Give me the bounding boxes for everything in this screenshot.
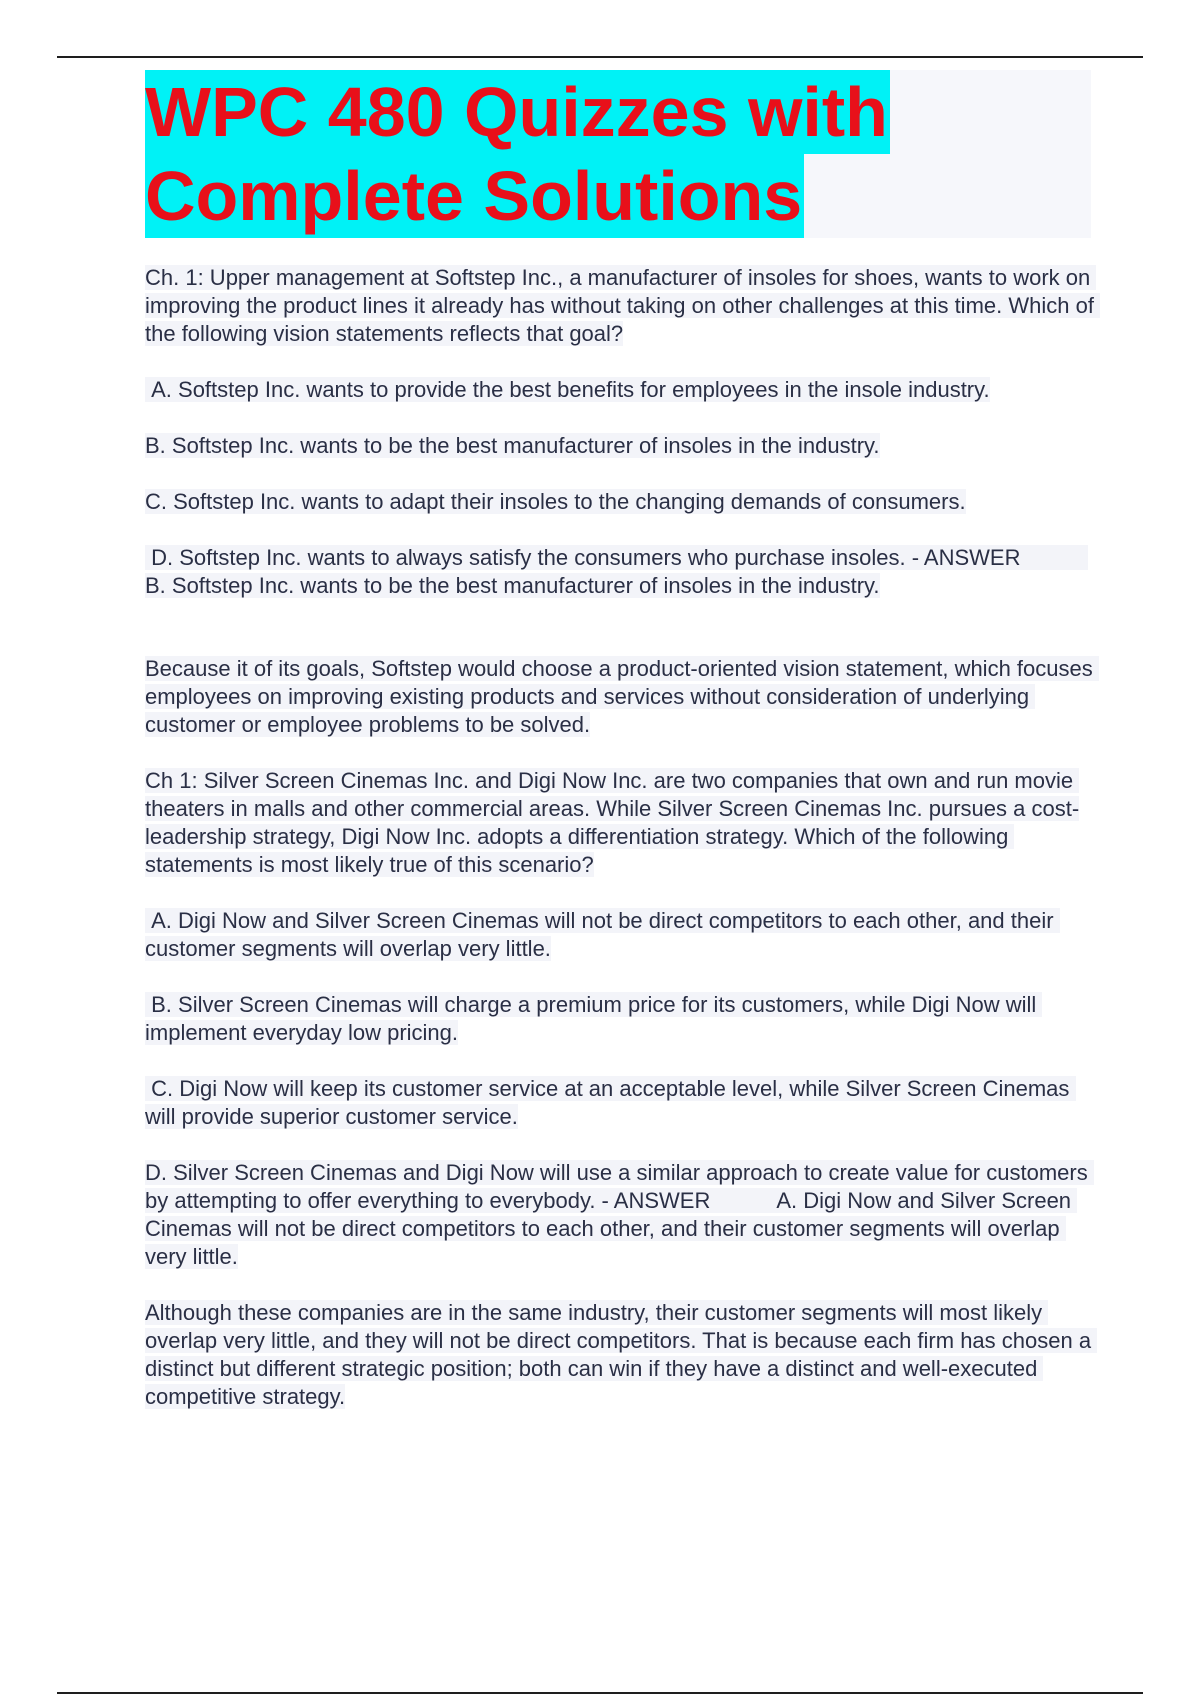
question-2-prompt: Ch 1: Silver Screen Cinemas Inc. and Digi Now Inc. are two companies that own and run movie theaters in malls and other commercial areas. While Silver Screen Cinemas Inc. pursues a cost-leadership strategy, Digi Now Inc. adopts a differentiation strategy. Which of the following statements is most likely true of this scenario? [145,768,1080,877]
bottom-rule [57,1692,1143,1694]
question-1-option-a: A. Softstep Inc. wants to provide the best benefits for employees in the insole industry. [145,377,990,402]
question-2-option-a: A. Digi Now and Silver Screen Cinemas will not be direct competitors to each other, and their customer segments will overlap very little. [145,908,1060,961]
question-1-option-b: B. Softstep Inc. wants to be the best manufacturer of insoles in the industry. [145,433,880,458]
question-1-option-d-answer: D. Softstep Inc. wants to always satisfy the consumers who purchase insoles. - ANSWER B. Softstep Inc. wants to be the best manufacturer of insoles in the industry. [145,545,1088,598]
question-1-option-c: C. Softstep Inc. wants to adapt their insoles to the changing demands of consumers. [145,489,966,514]
title-line-1: WPC 480 Quizzes with [145,70,890,154]
document-body [145,264,1105,1439]
document-title [145,70,1091,238]
question-1-prompt: Ch. 1: Upper management at Softstep Inc., a manufacturer of insoles for shoes, wants to work on improving the product lines it already has without taking on other challenges at this time. Which of the following vision statements reflects that goal? [145,265,1101,346]
question-2-explanation: Although these companies are in the same industry, their customer segments will most likely overlap very little, and they will not be direct competitors. That is because each firm has chosen a distinct but different strategic position; both can win if they have a distinct and well-executed competitive strategy. [145,1300,1098,1409]
question-2-option-c: C. Digi Now will keep its customer service at an acceptable level, while Silver Screen Cinemas will provide superior customer service. [145,1076,1076,1129]
question-2-option-b: B. Silver Screen Cinemas will charge a premium price for its customers, while Digi Now will implement everyday low pricing. [145,992,1043,1045]
question-1-explanation: Because it of its goals, Softstep would choose a product-oriented vision statement, which focuses employees on improving existing products and services without consideration of underlying customer or employee problems to be solved. [145,656,1099,737]
top-rule [57,56,1143,58]
question-2-option-d-answer: D. Silver Screen Cinemas and Digi Now will use a similar approach to create value for customers by attempting to offer everything to everybody. - ANSWER A. Digi Now and Silver Screen Cinemas will not be direct competitors to each other, and their customer segments will overlap very little. [145,1160,1094,1269]
title-line-2: Complete Solutions [145,154,804,238]
